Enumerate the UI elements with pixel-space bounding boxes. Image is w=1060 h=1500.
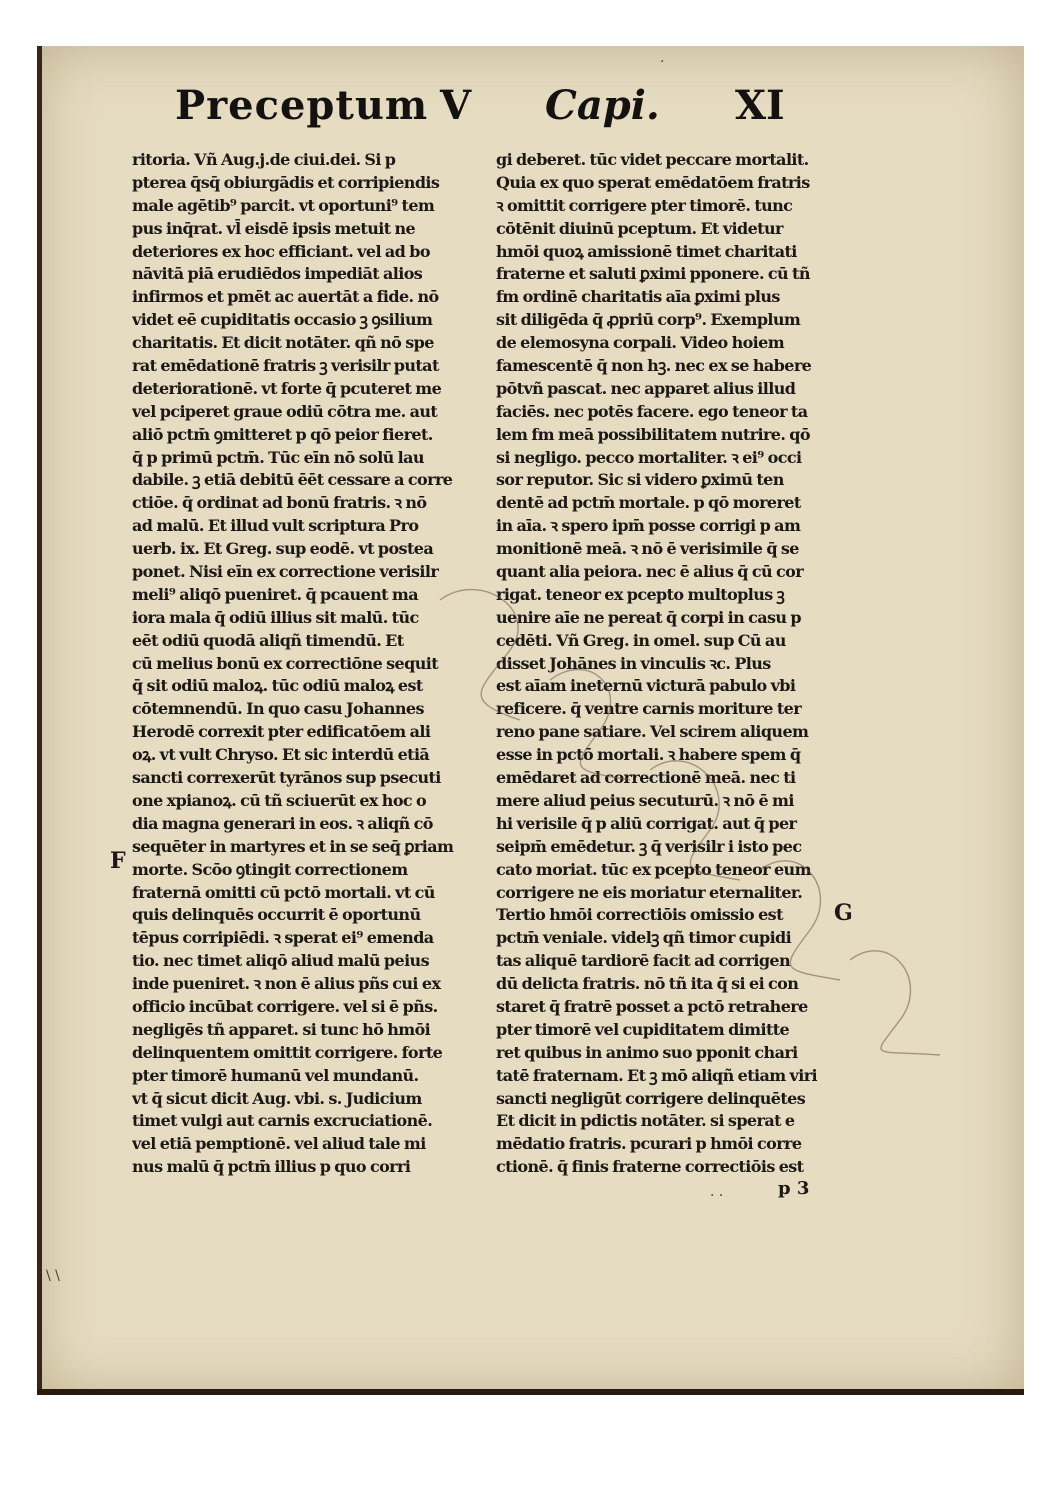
signature-mark: p 3 [778,1178,810,1199]
left-column-text-line: eēt odiū quodā aliqñ timendū. Et [132,630,404,650]
left-column-text-line: pus inq̄rat. vl̄ eisdē ipsis metuit ne [132,218,416,238]
left-column-text-line: deteriorationē. vt forte q̄ pcuteret me [132,378,442,398]
right-column-text-line: hmōi quoꝝ amissionē timet charitati [496,241,797,261]
right-column-text-line: ret quibus in animo suo pponit chari [496,1042,798,1062]
right-column-text-line: tas aliquē tardiorē facit ad corrigen [496,951,791,971]
left-column [132,149,477,1179]
page-edge-bottom [37,1389,1024,1395]
right-column-text-line: reficere. q̄ ventre carnis moriture ter [496,699,802,719]
right-column-text-line: pctm̄ veniale. videlꝫ qñ timor cupidi [496,928,792,948]
right-column-text-line: de elemosyna corpali. Video hoiem [496,333,785,353]
right-column-text-line: dū delicta fratris. nō tñ ita q̄ si ei con [496,974,799,994]
left-column-text-line: rat emēdationē fratris ꝫ verisilr putat [132,356,439,376]
right-column-text-line: pōtvñ pascat. nec apparet alius illud [496,378,796,398]
header-chapter: Capi. [545,82,660,129]
right-column-text-line: cato moriat. tūc ex pcepto teneor eum [496,859,811,879]
right-column-text-line: ctionē. q̄ finis fraterne correctiōis est [496,1157,804,1177]
left-column-text-line: vel pciperet graue odiū cōtra me. aut [132,401,438,421]
right-column-text-line: si negligo. pecco mortaliter. ꝛ ei⁹ occi [496,447,802,467]
left-column-text-line: officio incūbat corrigere. vel si ē pñs. [132,996,438,1016]
left-column-text-line: Herodē correxit pter edificatōem ali [132,722,431,742]
folio-number: XI [735,82,785,129]
left-column-text-line: delinquentem omittit corrigere. forte [132,1042,443,1062]
right-column-text-line: mēdatio fratris. pcurari p hmōi corre [496,1134,802,1154]
right-column-text-line: lem fm meā possibilitatem nutrire. qō [496,424,810,444]
right-column-text-line: pter timorē vel cupiditatem dimitte [496,1019,790,1039]
left-column-text-line: cōtemnendū. In quo casu Johannes [132,699,424,719]
left-column-text-line: pterea q̄sq̄ obiurgādis et corripiendis [132,172,440,192]
header-title: Preceptum [175,82,429,129]
left-column-text-line: inde pueniret. ꝛ non ē alius pñs cui ex [132,974,441,994]
right-column-text-line: in aīa. ꝛ spero ipm̄ posse corrigi p am [496,516,801,536]
left-column-text-line: ritoria. Vñ Aug.j.de ciui.dei. Si p [132,150,396,169]
right-column-text-line: uenire aīe ne pereat q̄ corpi in casu p [496,607,802,627]
left-column-text-line: deteriores ex hoc efficiant. vel ad bo [132,241,430,261]
header-number: V [440,82,472,129]
right-column-text-line: sancti negligūt corrigere delinquētes [496,1088,806,1108]
right-column-text-line: gi deberet. tūc videt peccare mortalit. [496,150,809,169]
left-column-text-line: infirmos et pmēt ac auertāt a fide. nō [132,287,439,307]
left-column-text-line: ponet. Nisi eīn ex correctione verisilr [132,562,439,582]
left-column-text-line: q̄ p primū pctm̄. Tūc eīn nō solū lau [132,447,424,467]
left-column-text-line: aliō pctm̄ ꝯmitteret p qō peior fieret. [132,424,433,444]
left-column-text-line: tio. nec timet aliqō aliud malū peius [132,951,429,971]
right-column-text-line: fm ordinē charitatis aīa ꝑximi plus [496,287,780,307]
left-column-text-line: dia magna generari in eos. ꝛ aliqñ cō [132,813,433,833]
left-column-text-line: one xpianoꝝ. cū tñ sciuerūt ex hoc o [132,790,427,810]
right-column-text-line: est aīam ineternū victurā pabulo vbi [496,676,796,696]
right-column-text-line: famescentē q̄ non hꝫ. nec ex se habere [496,356,812,376]
right-column-text-line: staret q̄ fratrē posset a pctō retrahere [496,996,808,1016]
left-column-text-line: ctiōe. q̄ ordinat ad bonū fratris. ꝛ nō [132,493,427,513]
right-column-text-line: hi verisile q̄ p aliū corrigat. aut q̄ per [496,813,797,833]
right-column-text-line: rigat. teneor ex pcepto multoplus ꝫ [496,584,785,604]
left-column-text-line: meli⁹ aliqō pueniret. q̄ pcauent ma [132,584,419,604]
running-header [175,82,825,142]
left-column-text-line: q̄ sit odiū maloꝝ. tūc odiū maloꝝ est [132,676,423,696]
right-column-text-line: quant alia peiora. nec ē alius q̄ cū cor [496,562,804,582]
right-column-text-line: Et dicit in pdictis notāter. si sperat e [496,1111,795,1131]
left-column-text-line: charitatis. Et dicit notāter. qñ nō spe [132,333,434,353]
left-column-text-line: sequēter in martyres et in se seq̄ ꝑriam [132,836,454,856]
left-column-text-line: timet vulgi aut carnis excruciationē. [132,1111,433,1131]
right-column-text-line: fraterne et saluti ꝑximi pponere. cū tñ [496,264,810,284]
right-column [496,149,841,1179]
left-column-text-line: morte. Scōo ꝯtingit correctionem [132,859,408,879]
ink-speck: \ \ [46,1268,60,1284]
right-column-text-line: cedēti. Vñ Greg. in omel. sup Cū au [496,630,786,650]
ink-speck: · · [710,1188,724,1204]
left-column-text-line: fraternā omitti cū pctō mortali. vt cū [132,882,435,902]
right-column-text-line: reno pane satiare. Vel scirem aliquem [496,722,809,742]
right-column-text-line: Quia ex quo sperat emēdatōem fratris [496,172,810,192]
right-column-text-line: sor reputor. Sic si videro ꝑximū ten [496,470,784,490]
right-column-text-line: faciēs. nec potēs facere. ego teneor ta [496,401,808,421]
right-column-text-line: corrigere ne eis moriatur eternaliter. [496,882,803,902]
left-column-text-line: nāvitā piā erudiēdos impediāt alios [132,264,423,284]
right-column-text-line: emēdaret ad correctionē meā. nec ti [496,768,796,788]
left-column-text-line: male agētib⁹ parcit. vt oportuni⁹ tem [132,195,435,215]
left-column-text-line: videt eē cupiditatis occasio ꝫ ꝯsilium [132,310,433,330]
page-edge-left [37,46,42,1395]
left-column-text-line: pter timorē humanū vel mundanū. [132,1065,419,1085]
right-column-text-line: tatē fraternam. Et ꝫ mō aliqñ etiam viri [496,1065,818,1085]
left-column-text-line: sancti correxerūt tyrānos sup psecuti [132,768,441,788]
left-column-text-line: dabile. ꝫ etiā debitū ēēt cessare a corre [132,470,453,490]
right-column-text-line: Tertio hmōi correctiōis omissio est [496,905,783,925]
left-column-text-line: ad malū. Et illud vult scriptura Pro [132,516,419,536]
left-column-text-line: tēpus corripiēdi. ꝛ sperat ei⁹ emenda [132,928,434,948]
ink-speck: · [660,54,665,70]
right-column-text-line: monitionē meā. ꝛ nō ē verisimile q̄ se [496,539,799,559]
margin-marker-left: F [110,848,126,874]
right-column-text-line: dentē ad pctm̄ mortale. p qō moreret [496,493,801,513]
right-column-text-line: ꝛ omittit corrigere pter timorē. tunc [496,195,793,215]
right-column-text-line: disset Johānes in vinculis ꝛc. Plus [496,653,771,673]
right-column-text-line: seipm̄ emēdetur. ꝫ q̄ verisilr i isto pec [496,836,802,856]
right-column-text-line: sit diligēda q̄ ꝓpriū corp⁹. Exemplum [496,310,801,330]
right-column-text-line: mere aliud peius secuturū. ꝛ nō ē mi [496,790,794,810]
left-column-text-line: oꝝ. vt vult Chryso. Et sic interdū etiā [132,745,430,765]
right-column-text-line: cōtēnit diuinū pceptum. Et videtur [496,218,783,238]
right-column-text-line: esse in pctō mortali. ꝛ habere spem q̄ [496,745,801,765]
margin-marker-right: G [834,900,853,926]
left-column-text-line: iora mala q̄ odiū illius sit malū. tūc [132,607,419,627]
left-column-text-line: nus malū q̄ pctm̄ illius p quo corri [132,1157,411,1177]
left-column-text-line: cū melius bonū ex correctiōne sequit [132,653,439,673]
left-column-text-line: negligēs tñ apparet. si tunc hō hmōi [132,1019,431,1039]
left-column-text-line: vel etiā pemptionē. vel aliud tale mi [132,1134,426,1154]
left-column-text-line: vt q̄ sicut dicit Aug. vbi. s. Judicium [132,1088,422,1108]
left-column-text-line: uerb. ix. Et Greg. sup eodē. vt postea [132,539,434,559]
left-column-text-line: quis delinquēs occurrit ē oportunū [132,905,421,925]
